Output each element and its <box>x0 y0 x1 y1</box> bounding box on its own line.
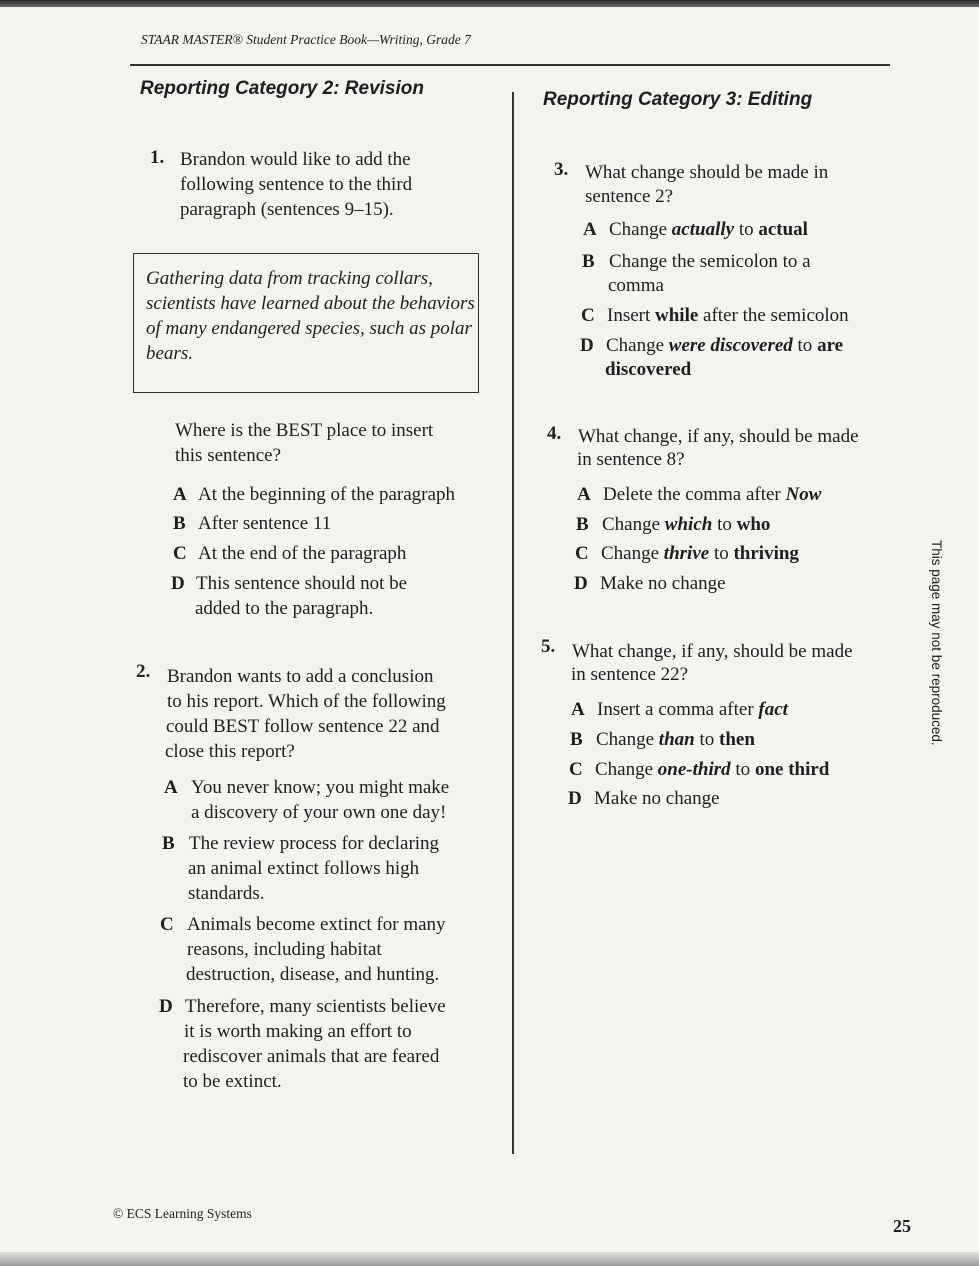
choice-text-line-3: destruction, disease, and hunting. <box>186 964 440 985</box>
q5-stem-line-1: What change, if any, should be made <box>572 641 853 662</box>
choice-text-line-1: Therefore, many scientists believe <box>185 996 446 1017</box>
inserted-sentence-line-4: bears. <box>146 343 193 364</box>
right-category-heading: Reporting Category 3: Editing <box>543 89 813 110</box>
choice-letter: C <box>575 543 589 564</box>
choice-text-line-3: standards. <box>188 883 265 904</box>
choice-text-line-2: discovered <box>605 359 692 380</box>
q3-stem-line-1: What change should be made in <box>585 162 829 183</box>
inserted-sentence <box>146 266 476 366</box>
choice-letter: C <box>581 305 595 326</box>
page-bottom-edge <box>0 1252 979 1266</box>
choice-text: Insert while after the semicolon <box>607 305 849 326</box>
choice-letter: D <box>580 335 594 356</box>
choice-text: At the end of the paragraph <box>198 543 407 564</box>
choice-text-line-1: Change were discovered to are <box>606 335 844 356</box>
choice-text: Change actually to actual <box>609 219 808 240</box>
choice-text: Delete the comma after Now <box>603 484 822 505</box>
choice-text-line-2: comma <box>608 275 664 296</box>
page-number: 25 <box>893 1216 911 1236</box>
q2-stem-line-3: could BEST follow sentence 22 and <box>166 716 440 737</box>
footer-copyright: © ECS Learning Systems <box>113 1206 252 1221</box>
inserted-sentence-line-1: Gathering data from tracking collars, <box>146 268 433 289</box>
q1-number: 1. <box>150 147 165 168</box>
q1-prompt-line-1: Where is the BEST place to insert <box>175 420 434 441</box>
choice-letter: C <box>569 759 583 780</box>
choice-text: Change one-third to one third <box>595 759 830 780</box>
choice-letter: B <box>576 514 589 535</box>
choice-text: Change than to then <box>596 729 755 750</box>
choice-letter: A <box>164 777 178 798</box>
choice-text: Make no change <box>594 788 720 809</box>
header-rule <box>130 64 890 66</box>
q2-number: 2. <box>136 661 151 682</box>
inserted-sentence-line-3: of many endangered species, such as polar <box>146 318 472 339</box>
q1-stem-line-2: following sentence to the third <box>180 174 413 195</box>
choice-letter: B <box>570 729 583 750</box>
choice-letter: D <box>159 996 173 1017</box>
q2-stem-line-4: close this report? <box>165 741 295 762</box>
choice-letter: A <box>173 484 187 505</box>
page-top-edge <box>0 0 979 7</box>
choice-text-line-2: it is worth making an effort to <box>184 1021 412 1042</box>
choice-text: At the beginning of the paragraph <box>198 484 455 505</box>
choice-text-line-1: The review process for declaring <box>189 833 440 854</box>
choice-text-line-3: rediscover animals that are feared <box>183 1046 440 1067</box>
choice-text-line-1: Change the semicolon to a <box>609 251 811 272</box>
choice-letter: C <box>173 543 187 564</box>
choice-letter: A <box>583 219 597 240</box>
q3-stem-line-2: sentence 2? <box>585 186 674 207</box>
choice-text: Change thrive to thriving <box>601 543 799 564</box>
choice-text-line-2: reasons, including habitat <box>187 939 382 960</box>
q2-stem-line-2: to his report. Which of the following <box>167 691 446 712</box>
choice-letter: A <box>577 484 591 505</box>
q4-stem-line-1: What change, if any, should be made <box>578 426 859 447</box>
running-head: STAAR MASTER® Student Practice Book—Writing, Grade 7 <box>141 32 471 47</box>
choice-text: Change which to who <box>602 514 771 535</box>
choice-letter: C <box>160 914 174 935</box>
choice-letter: D <box>171 573 185 594</box>
column-divider <box>512 92 514 1154</box>
choice-letter: B <box>582 251 595 272</box>
choice-letter: A <box>571 699 585 720</box>
choice-text-line-1: This sentence should not be <box>196 573 408 594</box>
choice-text-line-2: added to the paragraph. <box>195 598 374 619</box>
q4-stem-line-2: in sentence 8? <box>577 449 685 470</box>
q1-prompt-line-2: this sentence? <box>175 445 282 466</box>
choice-text-line-4: to be extinct. <box>183 1071 282 1092</box>
inserted-sentence-line-2: scientists have learned about the behaviors <box>146 293 475 314</box>
choice-text-line-2: a discovery of your own one day! <box>191 802 447 823</box>
q3-number: 3. <box>554 159 569 180</box>
q5-stem-line-2: in sentence 22? <box>571 664 689 685</box>
choice-text-line-1: You never know; you might make <box>191 777 450 798</box>
choice-text: Make no change <box>600 573 726 594</box>
q1-stem-line-3: paragraph (sentences 9–15). <box>180 199 394 220</box>
choice-text: After sentence 11 <box>198 513 332 534</box>
choice-text-line-2: an animal extinct follows high <box>188 858 420 879</box>
choice-text-line-1: Animals become extinct for many <box>187 914 446 935</box>
choice-letter: B <box>173 513 186 534</box>
choice-letter: D <box>574 573 588 594</box>
q2-stem-line-1: Brandon wants to add a conclusion <box>167 666 434 687</box>
choice-letter: B <box>162 833 175 854</box>
choice-text: Insert a comma after fact <box>597 699 788 720</box>
q1-stem-line-1: Brandon would like to add the <box>180 149 411 170</box>
choice-letter: D <box>568 788 582 809</box>
reproduction-notice: This page may not be reproduced. <box>929 540 944 746</box>
q4-number: 4. <box>547 423 562 444</box>
left-category-heading: Reporting Category 2: Revision <box>140 78 424 99</box>
q5-number: 5. <box>541 636 556 657</box>
